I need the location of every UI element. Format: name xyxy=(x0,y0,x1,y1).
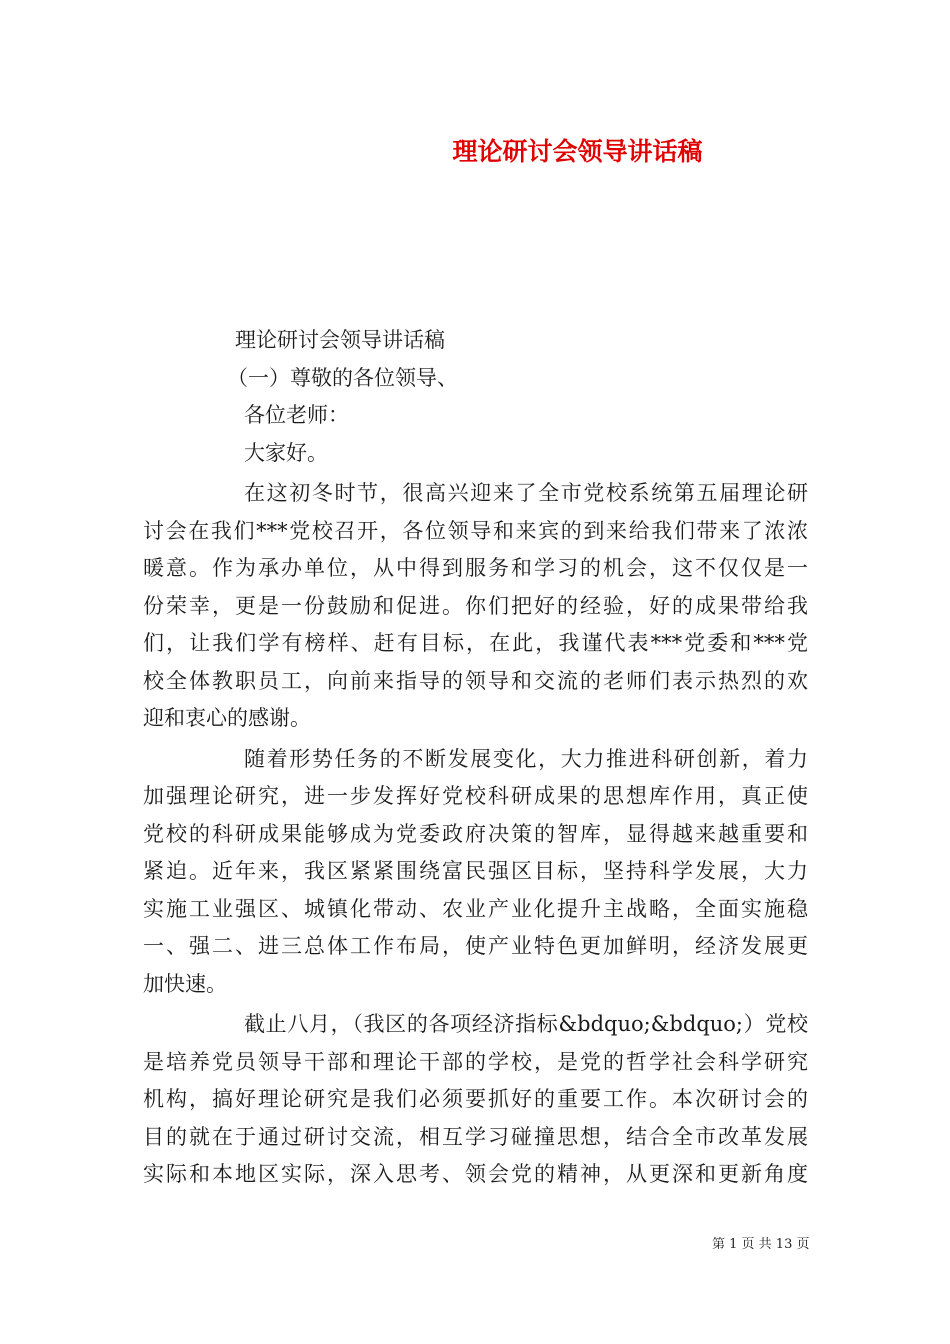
paragraph-line: 讨会在我们***党校召开，各位领导和来宾的到来给我们带来了浓浓 xyxy=(143,518,808,543)
paragraph-2 xyxy=(143,741,808,1004)
greeting-line: （一）尊敬的各位领导、 xyxy=(227,365,458,390)
paragraph-line: 实际和本地区实际，深入思考、领会党的精神，从更深和更新角度 xyxy=(143,1162,808,1186)
paragraph-line: 党校的科研成果能够成为党委政府决策的智库，显得越来越重要和 xyxy=(143,821,808,846)
paragraph-line: 迎和衷心的感谢。 xyxy=(143,706,311,730)
paragraph-line: 们，让我们学有榜样、赶有目标，在此，我谨代表***党委和***党 xyxy=(143,631,808,655)
paragraph-line: 暖意。作为承办单位，从中得到服务和学习的机会，这不仅仅是一 xyxy=(143,556,808,580)
paragraph-line: 在这初冬时节，很高兴迎来了全市党校系统第五届理论研 xyxy=(244,481,808,505)
paragraph-line: 随着形势任务的不断发展变化，大力推进科研创新，着力 xyxy=(244,746,808,771)
paragraph-1 xyxy=(143,475,808,738)
paragraph-line: 校全体教职员工，向前来指导的领导和交流的老师们表示热烈的欢 xyxy=(143,668,808,693)
document-title: 理论研讨会领导讲话稿 xyxy=(452,137,703,166)
paragraph-line: 是培养党员领导干部和理论干部的学校，是党的哲学社会科学研究 xyxy=(143,1049,808,1074)
paragraph-line: 紧迫。近年来，我区紧紧围绕富民强区目标，坚持科学发展，大力 xyxy=(143,859,808,883)
paragraph-line: 目的就在于通过研讨交流，相互学习碰撞思想，结合全市改革发展 xyxy=(143,1124,808,1149)
paragraph-line: 加快速。 xyxy=(143,971,227,996)
greeting-line: 大家好。 xyxy=(244,440,328,465)
page-number: 第 1 页 共 13 页 xyxy=(712,1237,810,1252)
paragraph-line: 截止八月，（我区的各项经济指标&bdquo;&bdquo;）党校 xyxy=(244,1012,808,1036)
paragraph-line: 机构，搞好理论研究是我们必须要抓好的重要工作。本次研讨会的 xyxy=(143,1087,808,1111)
paragraph-line: 份荣幸，更是一份鼓励和促进。你们把好的经验，好的成果带给我 xyxy=(143,593,808,618)
greeting-line: 各位老师： xyxy=(244,403,349,427)
paragraph-3 xyxy=(143,1006,808,1194)
paragraph-line: 实施工业强区、城镇化带动、农业产业化提升主战略，全面实施稳 xyxy=(143,896,808,921)
paragraph-line: 一、强二、进三总体工作布局，使产业特色更加鲜明，经济发展更 xyxy=(143,934,808,958)
body-subtitle: 理论研讨会领导讲话稿 xyxy=(235,328,445,352)
document-body xyxy=(143,322,808,1194)
paragraph-line: 加强理论研究，进一步发挥好党校科研成果的思想库作用，真正使 xyxy=(143,784,808,808)
